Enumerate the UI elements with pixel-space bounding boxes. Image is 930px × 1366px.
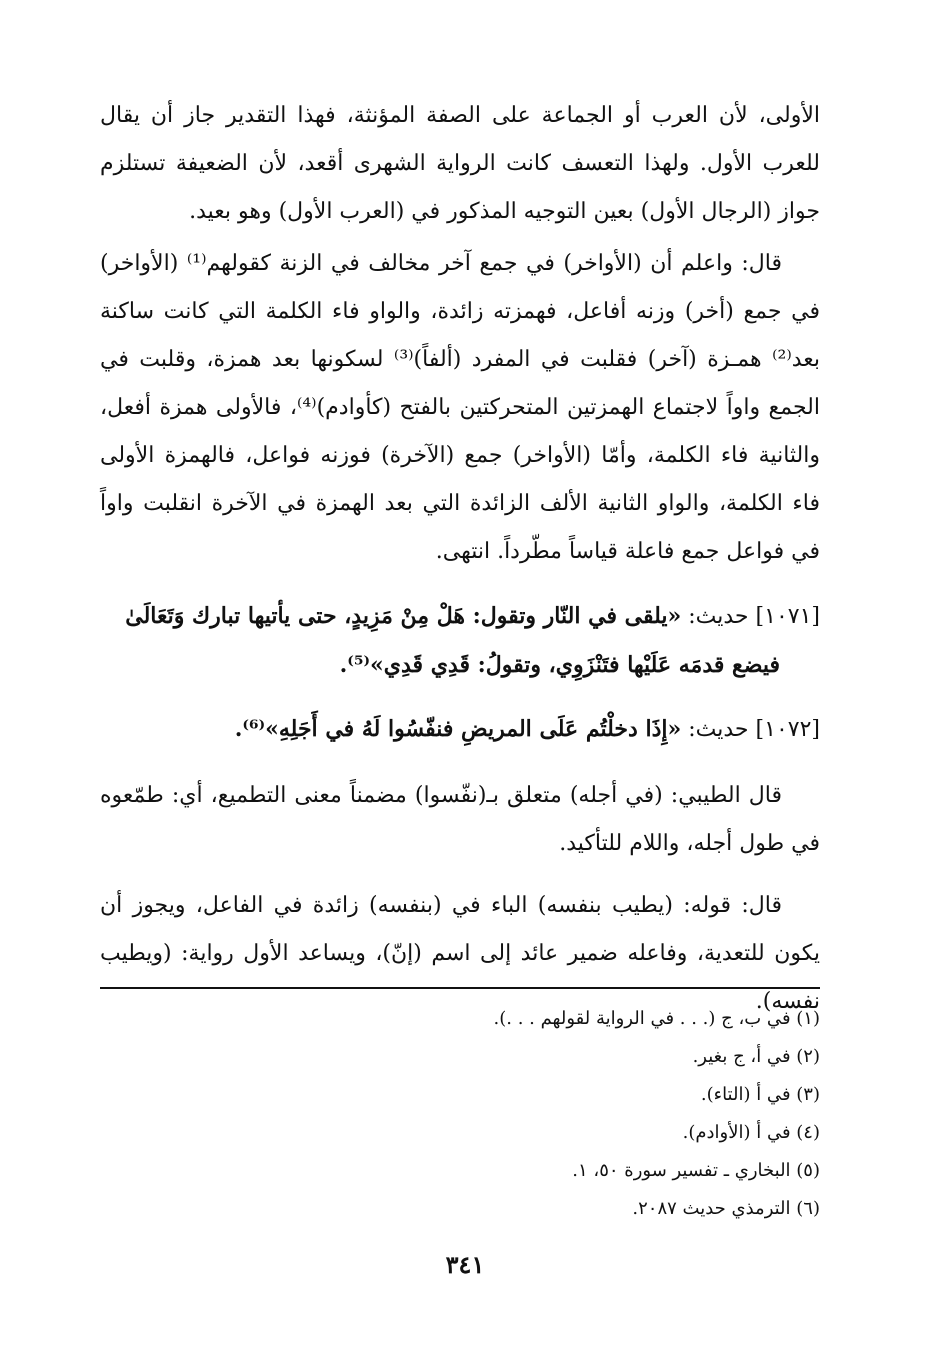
hadith-number: [١٠٧٢]	[755, 717, 820, 742]
paragraph-tibi: قال الطيبي: (في أجله) متعلق بـ(نفّسوا) مضمناً معنى التطميع، أي: طمّعوه في طول أجله، واللام للتأكيد.	[100, 783, 820, 856]
page-body	[100, 92, 820, 1026]
hadith-text-line2: فيضع قدمَه عَلَيْها فتَنْزَوِي، وتقولُ: قَدِي قَدِي»⁽⁵⁾.	[339, 652, 780, 678]
hadith-label: حديث:	[688, 604, 749, 629]
footnote-divider	[100, 987, 820, 989]
hadith-1072	[100, 705, 820, 754]
hadith-1071	[100, 592, 820, 689]
footnote-6: (٦) الترمذي حديث ٢٠٨٧.	[632, 1198, 820, 1219]
footnote-1: (١) في ب، ج (. . . في الرواية لقولهم . . .).	[493, 1008, 820, 1029]
footnote-3: (٣) في أ (التاء).	[700, 1084, 820, 1105]
page-number: ٣٤١	[445, 1250, 485, 1279]
hadith-number: [١٠٧١]	[755, 604, 820, 629]
paragraph-intro: الأولى، لأن العرب أو الجماعة على الصفة المؤنثة، فهذا التقدير جاز أن يقال للعرب الأول. ولهذا التعسف كانت الرواية الشهرى أقعد، لأن الضعيفة تستلزم جواز (الرجال الأول) بعين التوجيه المذكور في (العرب الأول) وهو بعيد.	[100, 103, 820, 224]
hadith-text: «إِذَا دخلْتُم عَلَى المريضِ فنفّسُوا لَهُ في أَجَلِهِ»⁽⁶⁾.	[234, 716, 682, 742]
footnote-2: (٢) في أ، ج بغير.	[692, 1046, 820, 1067]
paragraph-qawl: قال: قوله: (يطيب بنفسه) الباء في (بنفسه) زائدة في الفاعل، ويجوز أن يكون للتعدية، وفاعله ضمير عائد إلى اسم (إنّ)، ويساعد الأول رواية: (ويطيب نفسه).	[100, 893, 820, 1014]
footnotes	[100, 1000, 820, 1228]
hadith-label: حديث:	[688, 717, 749, 742]
hadith-text-line1: «يلقى في النّار وتقول: هَلْ مِنْ مَزِيدٍ، حتى يأتيها تبارك وَتَعَالَىٰ	[125, 603, 682, 629]
footnote-4: (٤) في أ (الأوادم).	[682, 1122, 820, 1143]
paragraph-awakhir: قال: واعلم أن (الأواخر) في جمع آخر مخالف في الزنة كقولهم⁽¹⁾ (الأواخر) في جمع (أخر) وزنه أفاعل، فهمزته زائدة، والواو فاء الكلمة التي كانت ساكنة بعد⁽²⁾ همـزة (آخر) فقلبت في المفرد (ألفاً)⁽³⁾ لسكونها بعد همزة، وقلبت في الجمع واواً لاجتماع الهمزتين المتحركتين بالفتح (كأوادم)⁽⁴⁾، فالأولى همزة أفعل، والثانية فاء الكلمة، وأمّا (الأواخر) جمع (الآخرة) فوزنه فواعل، فالهمزة الأولى فاء الكلمة، والواو الثانية الألف الزائدة التي بعد الهمزة في الآخرة انقلبت واواً في فواعل جمع فاعلة قياساً مطّرداً. انتهى.	[100, 251, 820, 564]
footnote-5: (٥) البخاري ـ تفسير سورة ٥٠، ١.	[572, 1160, 820, 1181]
